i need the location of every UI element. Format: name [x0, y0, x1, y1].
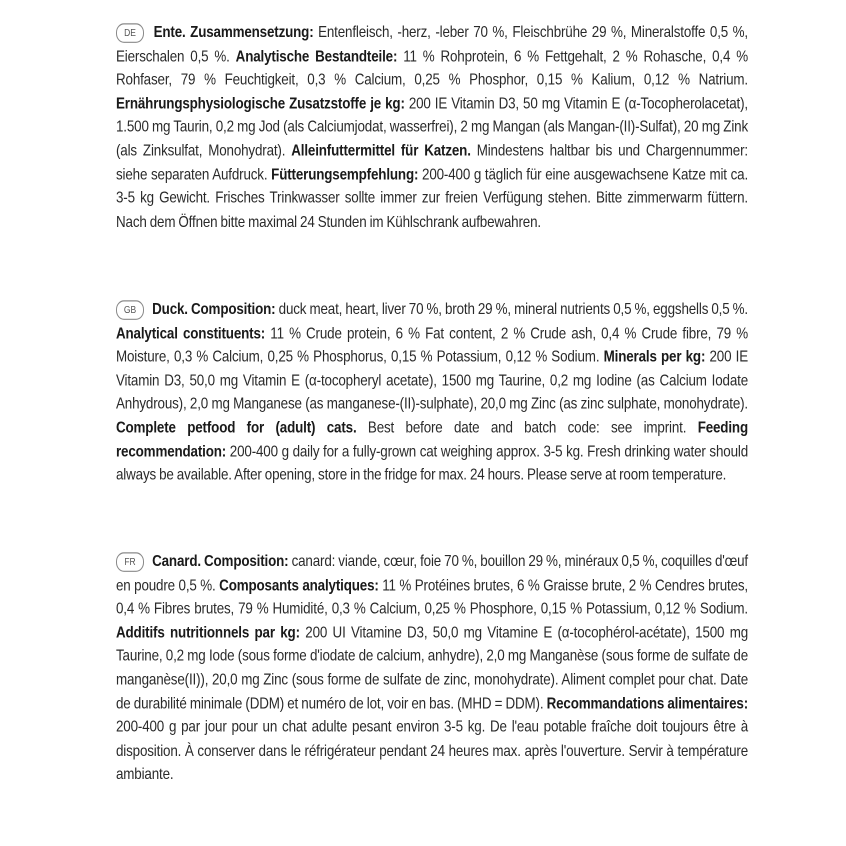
- section-gb-heading: Duck. Composition:: [152, 300, 279, 318]
- section-gb-heading: Minerals per kg:: [603, 347, 710, 365]
- section-fr-text: 200-400 g par jour pour un chat adulte pesant environ 3-5 kg. De l'eau potable fraîche doit toujours être à disposition. À conserver dans le réfrigérateur pendant 24 heures max. après l'ouverture. Servir à température ambiante.: [116, 718, 748, 783]
- section-fr-heading: Additifs nutritionnels par kg:: [116, 623, 306, 641]
- section-gb-text: 200-400 g daily for a fully-grown cat weighing approx. 3-5 kg. Fresh drinking water should always be available. After opening, store in the fridge for max. 24 hours. Please serve at room temperature.: [116, 442, 748, 484]
- section-gb-heading: Feeding recommendation:: [116, 418, 748, 460]
- section-gb-heading: Analytical constituents:: [116, 323, 271, 342]
- flag-de-badge: DE: [116, 23, 144, 43]
- section-de: [116, 21, 748, 234]
- section-de-text: 11 % Rohprotein, 6 % Fettgehalt, 2 % Rohasche, 0,4 % Rohfaser, 79 % Feuchtigkeit, 0,3 % Calcium, 0,25 % Phosphor, 0,15 % Kalium, 0,12 % Natrium.: [116, 46, 748, 88]
- section-gb-text: duck meat, heart, liver 70 %, broth 29 %, mineral nutrients 0,5 %, eggshells 0,5 %.: [278, 300, 749, 318]
- section-gb: [116, 298, 748, 487]
- section-gb-text: 11 % Crude protein, 6 % Fat content, 2 % Crude ash, 0,4 % Crude fibre, 79 % Moisture, 0,3 % Calcium, 0,25 % Phosphorus, 0,15 % Potassium, 0,12 % Sodium.: [116, 323, 748, 365]
- section-de-text: 200-400 g täglich für eine ausgewachsene Katze mit ca. 3-5 kg Gewicht. Frisches Trinkwasser sollte immer zur freien Verfügung stehen. Bitte zimmerwarm füttern. Nach dem Öffnen bitte maximal 24 Stunden im Kühlschrank aufbewahren.: [116, 165, 749, 231]
- section-fr-heading: Canard. Composition:: [152, 552, 292, 570]
- section-fr-heading: Composants analytiques:: [219, 575, 383, 594]
- flag-gb-badge: GB: [116, 300, 144, 320]
- section-gb-heading: Complete petfood for (adult) cats.: [116, 418, 368, 436]
- section-fr-heading: Recommandations alimentaires:: [546, 694, 749, 712]
- section-de-text: Mindestens haltbar bis und Chargennummer: siehe separaten Aufdruck.: [116, 141, 748, 183]
- section-gb-text: 200 IE Vitamin D3, 50,0 mg Vitamin E (α-tocopheryl acetate), 1500 mg Taurine, 0,2 mg Iodine (as Calcium Iodate Anhydrous), 2,0 mg Manganese (as manganese-(II)-sulphate), 20,0 mg Zinc (as zinc sulphate, monohydrate).: [116, 347, 748, 413]
- section-fr-text: 200 UI Vitamine D3, 50,0 mg Vitamine E (α-tocophérol-acétate), 1500 mg Taurine, 0,2 mg Iode (sous forme d'iodate de calcium, anhydre), 2,0 mg Manganèse (sous forme de sulfate de manganèse(II)), 20,0 mg Zinc (sous forme de sulfate de zinc, monohydrate). Aliment complet pour chat. Date de durabilité minimale (DDM) et numéro de lot, voir en bas. (MHD = DDM).: [116, 623, 749, 712]
- section-de-heading: Alleinfuttermittel für Katzen.: [291, 141, 477, 159]
- section-fr-text: canard: viande, cœur, foie 70 %, bouillon 29 %, minéraux 0,5 %, coquilles d'œuf en poudre 0,5 %.: [116, 552, 749, 594]
- section-de-heading: Ernährungsphysiologische Zusatzstoffe je kg:: [116, 94, 409, 112]
- section-de-heading: Ente. Zusammensetzung:: [153, 23, 319, 41]
- section-gb-text: Best before date and batch code: see imprint.: [367, 418, 698, 436]
- section-de-text: 200 IE Vitamin D3, 50 mg Vitamin E (α-Tocopherolacetat), 1.500 mg Taurin, 0,2 mg Jod (als Calciumjodat, wasserfrei), 2 mg Mangan (als Mangan-(II)-Sulfat), 20 mg Zink (als Zinksulfat, Monohydrat).: [116, 94, 748, 159]
- section-fr-text: 11 % Protéines brutes, 6 % Graisse brute, 2 % Cendres brutes, 0,4 % Fibres brutes, 79 % Humidité, 0,3 % Calcium, 0,25 % Phosphore, 0,15 % Potassium, 0,12 % Sodium.: [116, 575, 748, 617]
- section-fr: [116, 550, 748, 787]
- flag-fr-badge: FR: [116, 552, 144, 572]
- section-de-heading: Analytische Bestandteile:: [235, 46, 404, 65]
- section-de-heading: Fütterungsempfehlung:: [271, 165, 423, 183]
- section-de-text: Entenfleisch, -herz, -leber 70 %, Fleischbrühe 29 %, Mineralstoffe 0,5 %, Eierschalen 0,5 %.: [116, 23, 748, 65]
